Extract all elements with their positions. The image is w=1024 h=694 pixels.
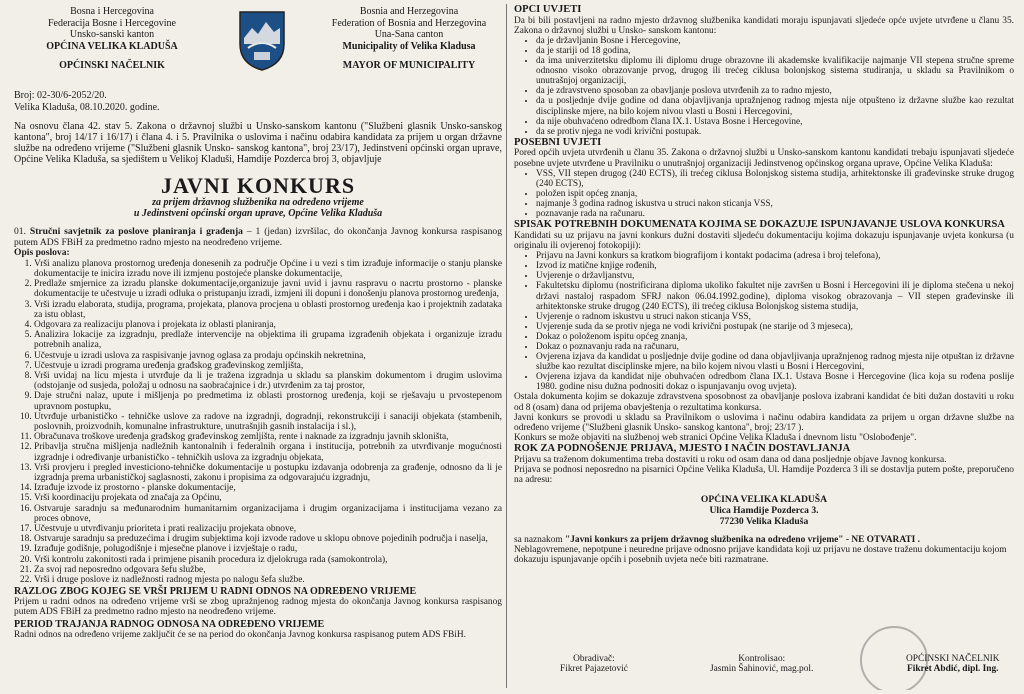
duty-item: 17. Učestvuje u utvrđivanju prioriteta i prati realizaciju projekata obnove,	[34, 524, 502, 534]
document-item: • Dokaz o položenom ispitu općeg znanja,	[536, 332, 1014, 342]
condition-item: • najmanje 3 godina radnog iskustva u struci nakon sticanja VSS,	[536, 199, 1014, 209]
condition-item: • da se protiv njega ne vodi krivični postupak.	[536, 127, 1014, 137]
subtitle: za prijem državnog službenika na određeno vrijeme	[152, 197, 364, 208]
letterhead-english	[314, 6, 502, 72]
address-line: OPĆINA VELIKA KLADUŠA	[700, 493, 828, 505]
signature-name: Fikret Abdić, dipl. Ing.	[906, 664, 999, 675]
signature-mayor	[906, 632, 1000, 675]
duty-item: 16. Ostvaruje saradnju sa međunarodnim humanitarnim organizacijama i drugim organizacijama i institucijama vezano za proces obnove,	[34, 504, 502, 524]
document-date: Velika Kladuša, 08.10.2020. godine.	[14, 101, 160, 113]
position-name: Stručni savjetnik za poslove planiranja i građenja	[29, 226, 243, 237]
document-number: Broj: 02-30/6-2052/20.	[14, 90, 107, 101]
section-text: Prijem u radni odnos na određeno vrijeme vrši se zbog upražnjenog radnog mjesta do okončanja Javnog konkursa raspisanog putem ADS FBiH za predmetno radno mjesto na neodređeno vrijeme.	[14, 597, 502, 618]
duty-item: 9. Daje stručni nalaz, upute i mišljenja po predmetima iz oblasti prostornog uređenja, koji se rješavaju u prvostepenom upravnom postupku,	[34, 391, 502, 411]
municipality-name: OPĆINA VELIKA KLADUŠA	[46, 40, 178, 52]
duty-item: 3. Vrši izradu elaborata, studija, programa, projekata, planova procjena u oblasti prostornog uređenja kao i projektnih zadataka za istu oblast,	[34, 300, 502, 320]
letterhead-line: Federation of Bosnia and Herzegovina	[331, 17, 487, 29]
duty-item: 5. Analizira lokacije za izgradnju, predlaže intervencije na objektima ili grupama izgrađenih objekata i organizuje izradu potrebnih analiza,	[34, 330, 502, 350]
document-item: • Izvod iz matične knjige rođenih,	[536, 261, 1014, 271]
documents-note: Ostala dokumenta kojim se dokazuje zdravstvena sposobnost za obavljanje poslova izabrani kandidat će biti dužan dostaviti u roku od 8 (osam) dana od prijema obavještenja o rezultatima konkursa.	[514, 392, 1014, 413]
condition-item: • VSS, VII stepen drugog (240 ECTS), ili trećeg ciklusa Bolonjskog sistema studija, arhitektonske ili građevinske struke drugog (240 ECTS),	[536, 169, 1014, 189]
document-item: • Uvjerenje o radnom iskustvu u struci nakon sticanja VSS,	[536, 312, 1014, 322]
signature-block	[514, 632, 1014, 690]
position-description	[14, 227, 502, 248]
document-item: • Ovjerena izjava da kandidat u posljednje dvije godine od dana objavljivanja upražnjenog radnog mjesta nije otpuštan iz državne službe kao rezultat disciplinske mjere, na bilo kojem nivou vlasti u Bosni i Hercegovini,	[536, 352, 1014, 372]
signature-name: Jasmin Šahinović, mag.pol.	[710, 664, 814, 675]
letterhead-bosnian	[14, 6, 210, 72]
document-item: • Fakultetsku diplomu (nostrificirana diploma ukoliko fakultet nije završen u Bosni i Hercegovini ili je diploma stečena u nekoj državi nastaloj raspadom SFRJ nakon 06.04.1992.godine), diploma visokog obrazovanja – VII stepen građevinske ili arhitektonske struke drugog (240 ECTS), ili trećeg ciklusa Bolonjskog sistema studija,	[536, 281, 1014, 311]
section-heading: PERIOD TRAJANJA RADNOG ODNOSA NA ODREĐENO VRIJEME	[14, 618, 325, 630]
deadline-text: Prijavu sa traženom dokumentima treba dostaviti u roku od osam dana od dana posljednje objave Javnog konkursa.	[514, 454, 947, 465]
coat-of-arms-icon	[236, 8, 288, 72]
duty-item: 7. Učestvuje u izradi programa uređenja građskog građevinskog zemljišta,	[34, 361, 502, 371]
special-conditions-intro: Pored općih uvjeta utvrđenih u članu 35. Zakona o državnoj službi u Unsko-sanskom kantonu kandidati trebaju ispunjavati sljedeće posebne uvjete utvrđene u Pravilniku o unutrašnjoj organizaciji Jedinstvenog općinskog organa uprave, Općine Velika Kladuša:	[514, 148, 1014, 169]
do-not-open-notice	[514, 535, 1014, 566]
documents-notes	[514, 392, 1014, 443]
condition-item: • da nije obuhvaćeno odredbom člana IX.1. Ustava Bosne i Hercegovine,	[536, 117, 1014, 127]
document-item: • Prijavu na Javni konkurs sa kratkom biografijom i kontakt podacima (adresa i broj telefona),	[536, 251, 1014, 261]
special-conditions-list	[514, 169, 1014, 219]
section-text: Radni odnos na određeno vrijeme zaključit će se na period do okončanja Javnog konkursa raspisanog putem ADS FBiH.	[14, 629, 466, 640]
subtitle: u Jedinstveni općinski organ uprave, Općine Velika Kladuša	[133, 208, 383, 219]
condition-item: • da je zdravstveno sposoban za obavljanje poslova utvrđenih za to radno mjesto,	[536, 86, 1014, 96]
letterhead	[14, 6, 502, 84]
duty-item: 15. Vrši koordinaciju projekata od značaja za Općinu,	[34, 493, 502, 503]
right-column	[514, 4, 1014, 690]
condition-item: • poznavanje rada na računaru.	[536, 209, 1014, 219]
address-line: 77230 Velika Kladuša	[719, 515, 809, 527]
column-divider	[506, 4, 507, 688]
duty-item: 2. Predlaže smjernice za izradu planske dokumentacije,organizuje javni uvid i javnu raspravu o nacrtu prostorno - planske dokumentacije te učestvuje u izradi odluka o pristupanju izradi, izmjeni ili dopuni i donošenju planova prostornog uređenja,	[34, 279, 502, 299]
duties-list	[14, 259, 502, 586]
duty-item: 11. Obračunava troškove uređenja građskog građevinskog zemljišta, rente i naknade za izgradnju javnih skloništa,	[34, 432, 502, 442]
page-title: JAVNI KONKURS	[160, 173, 356, 198]
documents-list	[514, 251, 1014, 392]
condition-item: • da ima univerzitetsku diplomu ili diplomu druge obrazovne ili akademske kvalifikacije najmanje VII stepena stručne spreme odnosno visoko obrazovanje prvog, drugog ili trećeg ciklusa bolonjskog sistema studiranja, u skladu sa Pravilnikom o unutrašnjoj organizaciji,	[536, 56, 1014, 86]
duty-item: 18. Ostvaruje saradnju sa preduzećima i drugim subjektima koji izvode radove u sklopu obnove pojedinih područja i naselja,	[34, 534, 502, 544]
general-conditions-intro: Da bi bili postavljeni na radno mjesto državnog službenika kandidati moraju ispunjavati sljedeće opće uvjete utvrđene u članu 35. Zakona o državnoj službi u Unsko- sanskom kantonu:	[514, 15, 1014, 36]
document-item: • Uvjerenje o državljanstvu,	[536, 271, 1014, 281]
submission-text: Prijava se podnosi neposredno na pisarnici Općine Velika Kladuša, Ul. Hamdije Pozderca 3 ili se dostavlja putem pošte, preporučeno na adresu:	[514, 465, 1014, 486]
documents-intro: Kandidati su uz prijavu na javni konkurs dužni dostaviti sljedeću dokumentaciju kojima dokazuju ispunjavanje uvjeta konkursa (u originalu ili ovjerenoj fotokopiji):	[514, 230, 1014, 251]
notice-label: "Javni konkurs za prijem državnog službenika na određeno vrijeme" - NE OTVARATI .	[565, 534, 920, 545]
duty-item: 6. Učestvuje u izradi uslova za raspisivanje javnog oglasa za prodaju općinskih nekretnina,	[34, 351, 502, 361]
letterhead-line: Bosna i Hercegovina	[70, 6, 154, 17]
duty-item: 8. Vrši uvidaj na licu mjesta i utvrđuje da li je tražena izgradnja u skladu sa planskim dokumentom i drugim uslovima (odstojanje od susjeda, položaj u odnosu na saobraćajnice i dr.) utvrđenim za taj prostor,	[34, 371, 502, 391]
duty-item: 21. Za svoj rad neposredno odgovara šefu službe,	[34, 565, 502, 575]
left-column	[14, 6, 502, 690]
document-meta	[14, 90, 502, 113]
signature-controlled	[710, 632, 813, 675]
mailing-address	[514, 494, 1014, 527]
signature-prepared	[560, 632, 628, 675]
notice-prefix: sa naznakom	[514, 534, 566, 545]
duty-item: 1. Vrši analizu planova prostornog uređenja donesenih za područje Općine i u vezi s tim izrađuje informacije o stanju planske dokumentacije te inicira izradu nove ili izmjenu postojeće planske dokumentacije,	[34, 259, 502, 279]
condition-item: • položen ispit općeg znanja,	[536, 189, 1014, 199]
signature-role: Obradivač:	[573, 654, 615, 664]
duty-item: 12. Pribavlja stručna mišljenja nadležnih kantonalnih i federalnih organa i institucija, potrebnih za utvrđivanje mogućnosti izgradnje i određivanje urbanističko - tehničkih uslova za izgradnju objekata,	[34, 442, 502, 462]
section-heading: RAZLOG ZBOG KOJEG SE VRŠI PRIJEM U RADNI ODNOS NA ODREĐENO VRIJEME	[14, 586, 417, 598]
municipality-name-en: Municipality of Velika Kladusa	[342, 40, 476, 52]
letterhead-line: Una-Sana canton	[374, 29, 444, 40]
duties-heading: Opis poslova:	[14, 247, 70, 259]
condition-item: • da je državljanin Bosne i Hercegovine,	[536, 36, 1014, 46]
legal-intro: Na osnovu člana 42. stav 5. Zakona o državnoj službi u Unsko-sanskom kantonu ("Službeni glasnik Unsko-sanskog kantona", broj 14/17 i 16/17) i člana 4. i 5. Pravilnika o uslovima i načinu odabira kandidata za prijem u organ državne službe na određeno vrijeme ("Službeni glasnik Unsko- sanskog kantona", broj 23/17), Jedinstveni općinski organ uprave, Općine Velika Kladuša, sa sjedištem u Velikoj Kladuši, Hamdije Pozderca broj 3, objavljuje	[14, 121, 502, 165]
document-item: • Dokaz o poznavanju rada na računaru,	[536, 342, 1014, 352]
general-conditions-heading: OPĆI UVJETI	[514, 4, 582, 15]
general-conditions-list	[514, 36, 1014, 137]
letterhead-line: Federacija Bosne i Hercegovine	[47, 17, 176, 29]
letterhead-line: Unsko-sanski kanton	[69, 29, 155, 40]
documents-note: Konkurs se može objaviti na službenoj web stranici Općine Velika Kladuša i dnevnom listu "Oslobođenje".	[514, 433, 917, 444]
office-title-en: MAYOR OF MUNICIPALITY	[342, 60, 476, 71]
position-number: 01.	[14, 226, 26, 237]
duty-item: 13. Vrši provjeru i pregled investiciono-tehničke dokumentacije u postupku izdavanja odobrenja za građenje, odnosno da li je izgradnja prema urbanističkoj saglasnosti, zakonu i propisima za odgovarajuću izgradnju,	[34, 463, 502, 483]
duty-item: 22. Vrši i druge poslove iz nadležnosti radnog mjesta po nalogu šefa službe.	[34, 575, 502, 585]
duty-item: 19. Izrađuje godišnje, polugodišnje i mjesečne planove i izvještaje o radu,	[34, 544, 502, 554]
position-details: – 1 (jedan) izvršilac, do okončanja Javnog konkursa raspisanog putem ADS FBiH za predmetno radno mjesto na neodređeno vrijeme.	[14, 226, 502, 248]
document-item: • Ovjerena izjava da kandidat nije obuhvaćen odredbom člana IX.1. Ustava Bosne i Hercegovine (lica koja su rođena poslije 1980. godine nisu dužna podnositi dokaz o ispunjavanju ovog uvjeta).	[536, 372, 1014, 392]
documents-heading: SPISAK POTREBNIH DOKUMENATA KOJIMA SE DOKAZUJE ISPUNJAVANJE USLOVA KONKURSA	[514, 219, 1005, 231]
signature-role: OPĆINSKI NAČELNIK	[906, 654, 1000, 664]
duty-item: 14. Izrađuje izvode iz prostorno - planske dokumentacije,	[34, 483, 502, 493]
special-conditions-heading: POSEBNI UVJETI	[514, 136, 602, 148]
notice-text: Neblagovremene, nepotpune i neuredne prijave odnosno prijave kandidata koji uz prijavu ne dostave traženu dokumentaciju kojom dokazuju ispunjavanje općih i posebnih uvjeta neće biti razmatrane.	[514, 544, 1007, 566]
condition-item: • da je stariji od 18 godina,	[536, 46, 1014, 56]
employment-terms	[14, 586, 502, 640]
duty-item: 20. Vrši kontrolu zakonitosti rada i primjene pisanih procedura iz djelokruga rada (samokontrola),	[34, 555, 502, 565]
documents-note: Javni konkurs se provodi u skladu sa Pravilnikom o uslovima i načinu odabira kandidata za prijem u organ državne službe na određeno vrijeme ("Službeni glasnik Unsko- sanskog kantona", broj; 23/17 ).	[514, 412, 1014, 434]
condition-item: • da u posljednje dvije godine od dana objavljivanja upražnjenog radnog mjesta nije otpušteno iz državne službe kao rezultat disciplinske mjere, na bilo kojem nivou vlasti u Bosni i Hercegovini,	[536, 96, 1014, 116]
duty-item: 10. Utvrđuje urbanističko - tehničke uslove za radove na izgradnji, dogradnji, rekonstrukciji i sanaciji objekata (stambenih, poslovnih, proizvodnih, komunalne infrastrukture, unutrašnjih gasnih instalacija i sl.),	[34, 412, 502, 432]
signature-name: Fikret Pajazetović	[560, 664, 628, 675]
address-line: Ulica Hamdije Pozderca 3.	[709, 504, 819, 516]
letterhead-line: Bosnia and Herzegovina	[359, 6, 459, 17]
document-item: • Uvjerenje suda da se protiv njega ne vodi krivični postupak (ne starije od 3 mjeseca),	[536, 322, 1014, 332]
signature-role: Kontrolisao:	[738, 654, 786, 664]
deadline-heading: ROK ZA PODNOŠENJE PRIJAVA, MJESTO I NAČIN DOSTAVLJANJA	[514, 443, 851, 455]
office-title: OPĆINSKI NAČELNIK	[59, 60, 165, 71]
duty-item: 4. Odgovara za realizaciju planova i projekata iz oblasti planiranja,	[34, 320, 502, 330]
